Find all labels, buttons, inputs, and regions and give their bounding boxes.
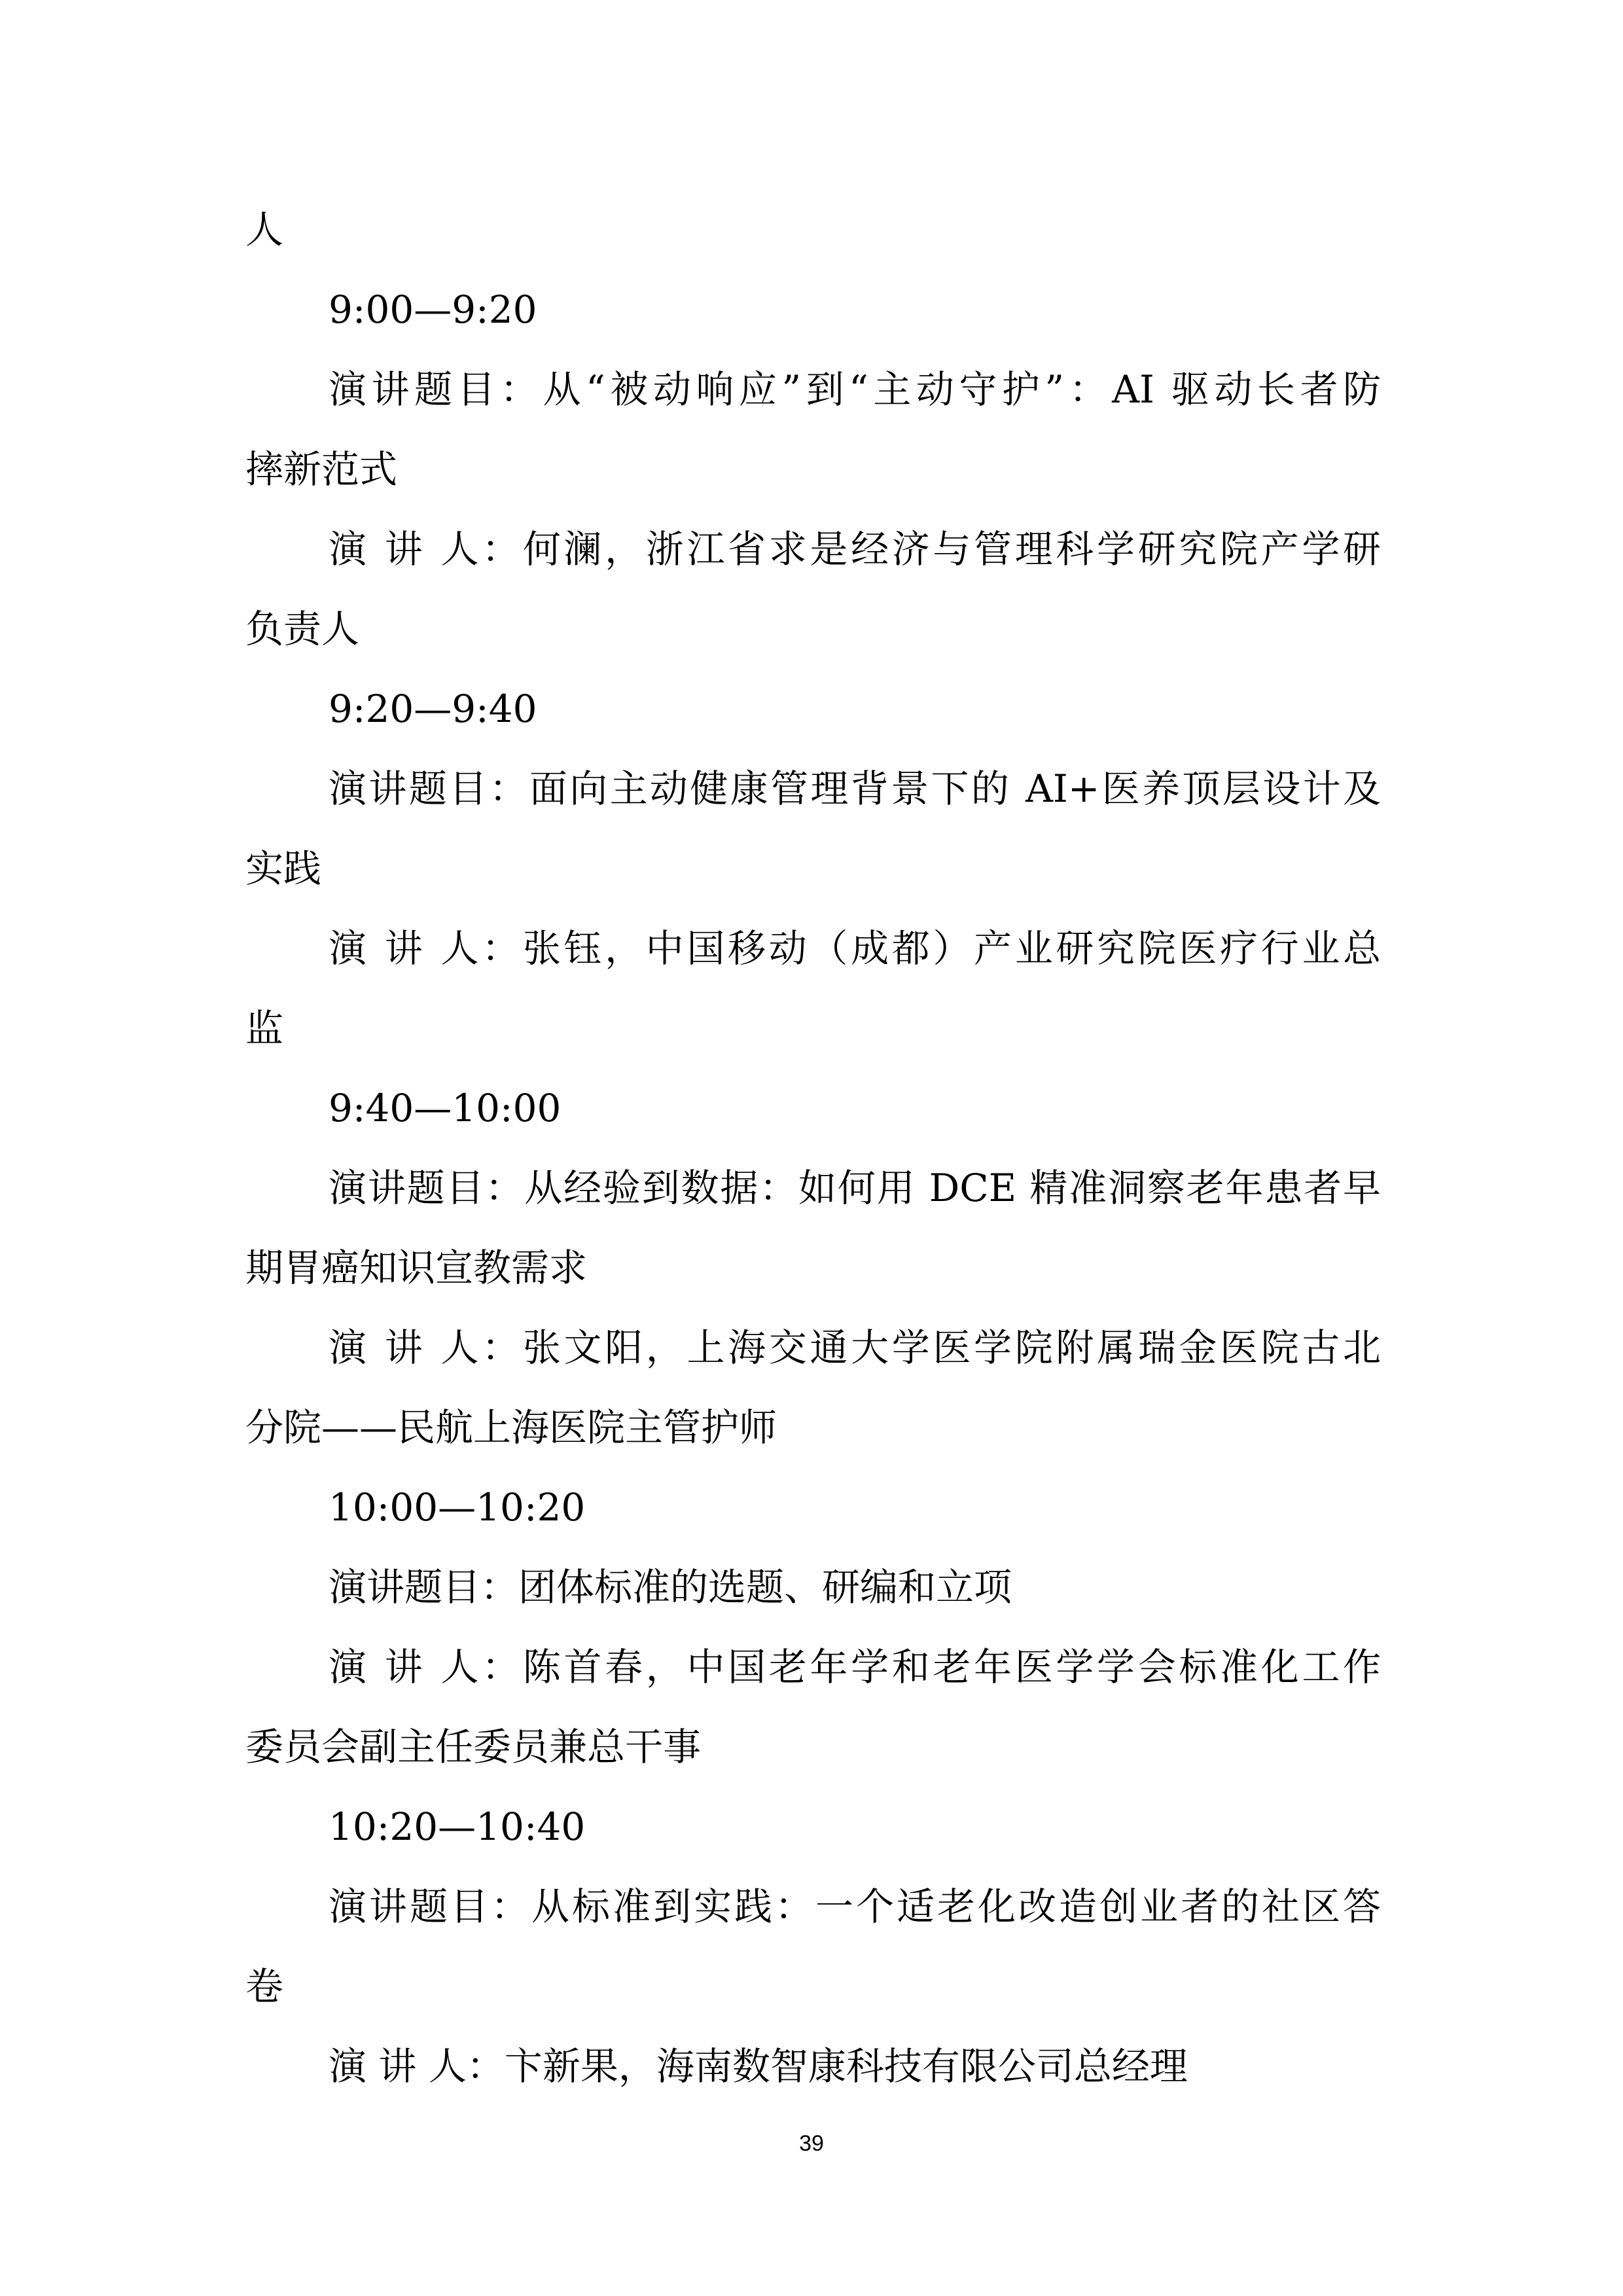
text-line-15: 演 讲 人：张文阳，上海交通大学医学院附属瑞金医院古北: [329, 1325, 1381, 1370]
text-line-8: 演讲题目：面向主动健康管理背景下的 AI+医养顶层设计及: [329, 766, 1381, 811]
text-line-16: 分院——民航上海医院主管护师: [245, 1405, 777, 1450]
text-line-1: 人: [245, 207, 284, 252]
text-line-14: 期胃癌知识宣教需求: [245, 1246, 588, 1290]
text-line-3: 演讲题目：从“被动响应”到“主动守护”：AI 驱动长者防: [329, 367, 1381, 412]
text-line-10: 演 讲 人：张钰，中国移动（成都）产业研究院医疗行业总: [329, 926, 1381, 971]
text-line-7: 9:20—9:40: [329, 687, 537, 731]
document-body: [245, 190, 1381, 2106]
page-number: 39: [799, 2131, 824, 2156]
text-line-22: 演讲题目：从标准到实践：一个适老化改造创业者的社区答: [329, 1884, 1381, 1929]
text-line-24: 演 讲 人：卞新果，海南数智康科技有限公司总经理: [329, 2044, 1188, 2089]
text-line-9: 实践: [245, 846, 322, 891]
text-line-17: 10:00—10:20: [329, 1485, 586, 1530]
text-line-20: 委员会副主任委员兼总干事: [245, 1725, 702, 1769]
text-line-4: 摔新范式: [245, 447, 398, 492]
text-line-11: 监: [245, 1006, 284, 1050]
text-line-19: 演 讲 人：陈首春，中国老年学和老年医学学会标准化工作: [329, 1645, 1381, 1689]
text-line-13: 演讲题目：从经验到数据：如何用 DCE 精准洞察老年患者早: [329, 1166, 1381, 1210]
text-line-18: 演讲题目：团体标准的选题、研编和立项: [329, 1565, 1012, 1609]
text-line-6: 负责人: [245, 607, 360, 651]
text-line-2: 9:00—9:20: [329, 287, 537, 332]
text-line-23: 卷: [245, 1964, 284, 2009]
text-line-12: 9:40—10:00: [329, 1086, 562, 1130]
text-line-5: 演 讲 人：何澜，浙江省求是经济与管理科学研究院产学研: [329, 527, 1381, 571]
text-line-21: 10:20—10:40: [329, 1804, 586, 1849]
